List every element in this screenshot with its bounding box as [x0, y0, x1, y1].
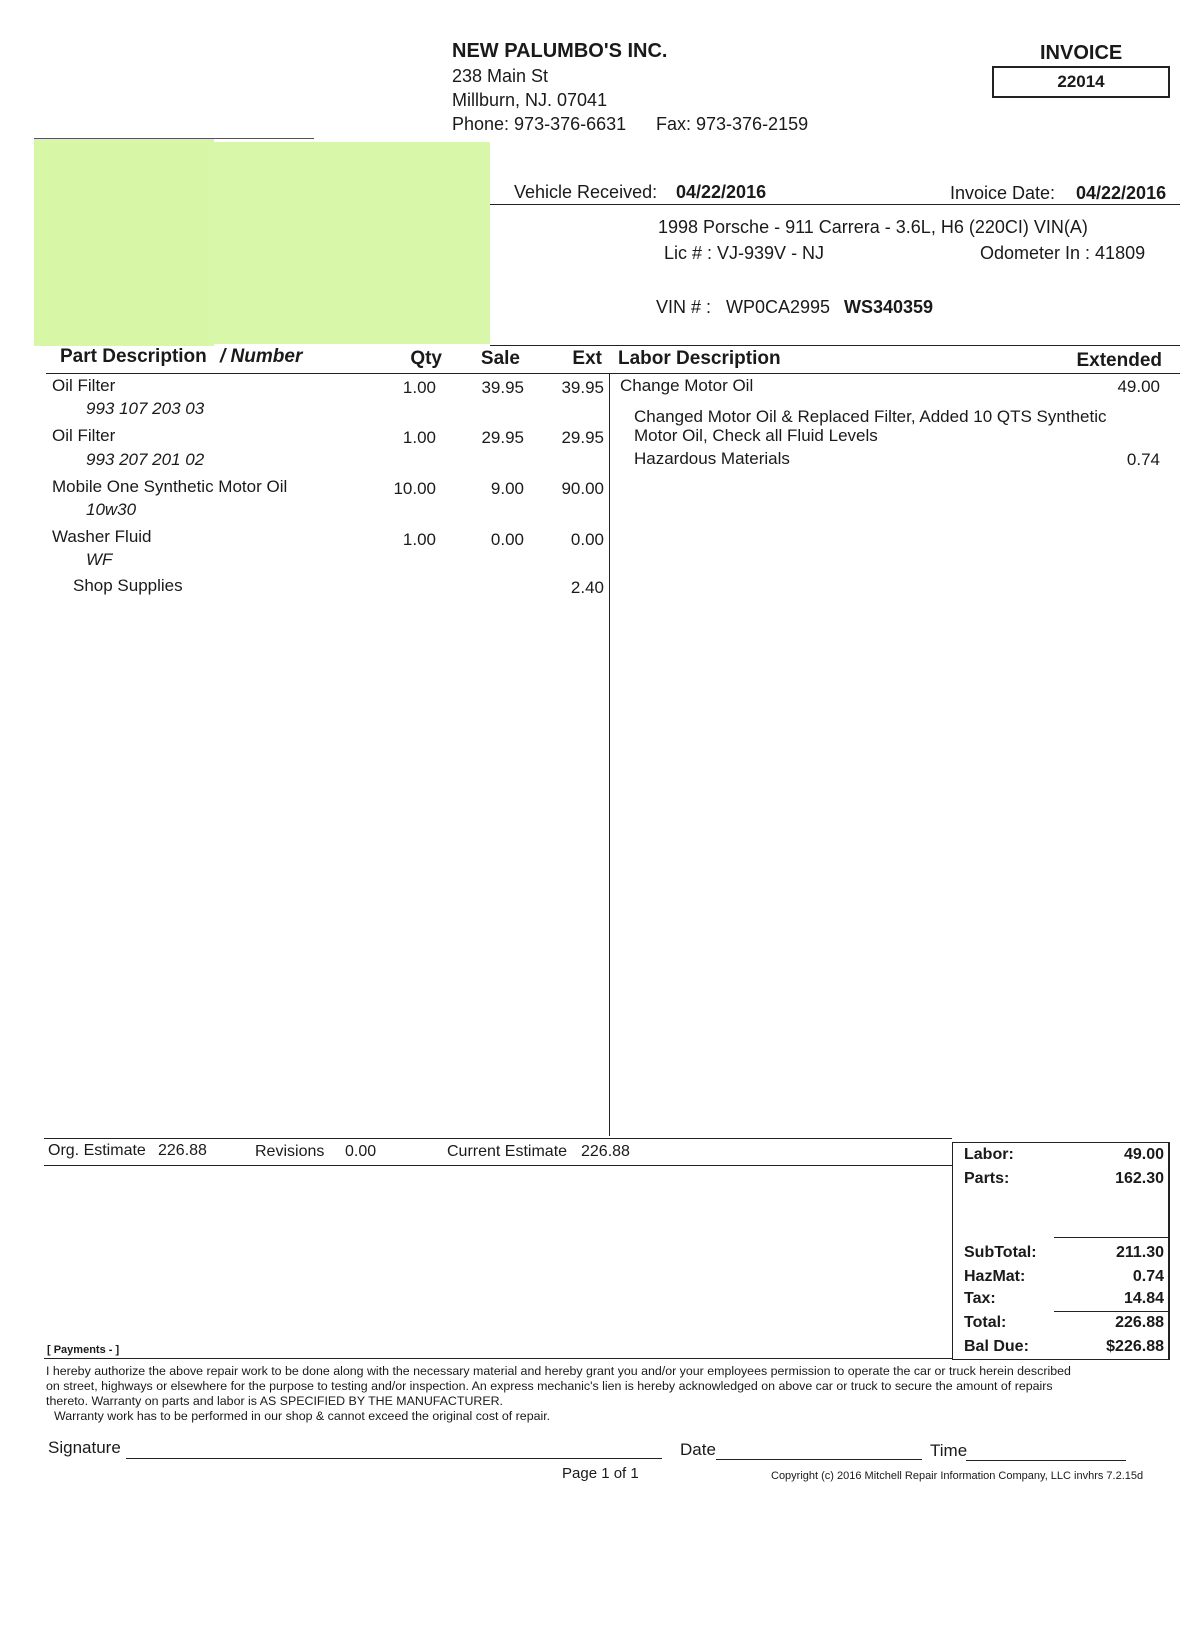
estimates-bottom-border [44, 1165, 952, 1166]
vehicle-description: 1998 Porsche - 911 Carrera - 3.6L, H6 (220CI) VIN(A) [658, 217, 1088, 237]
part-qty: 10.00 [393, 479, 436, 498]
totals-subtotal-label: SubTotal: [964, 1244, 1037, 1261]
authorization-line: thereto. Warranty on parts and labor is AS SPECIFIED BY THE MANUFACTURER. [46, 1394, 503, 1408]
subtotal-divider [1054, 1237, 1170, 1238]
labor-description-header: Labor Description [618, 348, 781, 369]
part-number: 993 107 203 03 [86, 399, 205, 418]
invoice-number: 22014 [992, 66, 1170, 98]
labor-amount: 49.00 [1117, 377, 1160, 396]
part-number: WF [86, 550, 113, 569]
shop-phone: Phone: 973-376-6631 [452, 114, 627, 134]
part-ext: 39.95 [561, 378, 604, 397]
totals-tax-value: 14.84 [1123, 1290, 1164, 1307]
date-row-divider [490, 204, 1180, 205]
org-estimate-label: Org. Estimate [48, 1142, 146, 1159]
total-divider [1054, 1311, 1170, 1312]
ext-header: Ext [572, 348, 602, 369]
revisions-value: 0.00 [345, 1143, 377, 1160]
part-number-header: / Number [220, 346, 303, 367]
signature-line[interactable] [126, 1458, 662, 1459]
current-estimate-value: 226.88 [581, 1143, 630, 1160]
copyright: Copyright (c) 2016 Mitchell Repair Information Company, LLC invhrs 7.2.15d [771, 1470, 1144, 1482]
authorization-text [46, 1364, 1170, 1424]
date-line[interactable] [716, 1459, 922, 1460]
labor-note-line2: Motor Oil, Check all Fluid Levels [634, 426, 878, 445]
shop-fax: Fax: 973-376-2159 [656, 114, 809, 134]
part-sale: 9.00 [490, 479, 524, 498]
totals-hazmat-value: 0.74 [1132, 1268, 1164, 1285]
odometer-in: Odometer In : 41809 [980, 243, 1146, 263]
part-qty: 1.00 [402, 378, 436, 397]
totals-parts-label: Parts: [964, 1170, 1010, 1187]
part-qty: 1.00 [402, 428, 436, 447]
totals-baldue-value: $226.88 [1106, 1338, 1164, 1355]
vehicle-received-date: 04/22/2016 [676, 182, 767, 202]
part-qty: 1.00 [402, 530, 436, 549]
authorization-line: Warranty work has to be performed in our shop & cannot exceed the original cost of repair. [54, 1409, 551, 1423]
totals-total-label: Total: [964, 1314, 1007, 1331]
part-name: Mobile One Synthetic Motor Oil [52, 477, 288, 496]
payments-label: [ Payments - ] [47, 1344, 120, 1356]
shop-name: NEW PALUMBO'S INC. [452, 40, 668, 62]
redaction-sticky-note [208, 142, 490, 344]
invoice-label: INVOICE [1040, 42, 1123, 64]
estimates-top-border [44, 1138, 952, 1139]
hazmat-label: Hazardous Materials [634, 449, 790, 468]
sale-header: Sale [480, 348, 520, 369]
part-number: 10w30 [86, 500, 137, 519]
part-number: 993 207 201 02 [86, 450, 205, 469]
note-edge [34, 138, 314, 139]
part-ext: 29.95 [561, 428, 604, 447]
license-number: Lic # : VJ-939V - NJ [664, 243, 825, 263]
authorization-line: on street, highways or elsewhere for the purpose to testing and/or inspection. An express mechanic's lien is hereby acknowledged on above car or truck to secure the amount of repairs [46, 1379, 1053, 1393]
part-name: Oil Filter [52, 376, 116, 395]
part-description-header: Part Description [60, 346, 207, 367]
totals-labor-value: 49.00 [1123, 1146, 1164, 1163]
signature-label: Signature [48, 1438, 121, 1457]
authorization-line: I hereby authorize the above repair work to be done along with the necessary material and hereby grant you and/or your employees permission to operate the car or truck herein described [46, 1364, 1071, 1378]
invoice-date-label: Invoice Date: [950, 183, 1056, 203]
vin-label: VIN # : [656, 297, 712, 317]
org-estimate-value: 226.88 [158, 1142, 207, 1159]
part-ext: 90.00 [561, 479, 604, 498]
labor-note-line1: Changed Motor Oil & Replaced Filter, Added 10 QTS Synthetic [634, 407, 1107, 426]
labor-title: Change Motor Oil [620, 376, 754, 395]
parts-labor-divider [609, 374, 610, 1136]
revisions-label: Revisions [255, 1143, 325, 1160]
shop-city: Millburn, NJ. 07041 [452, 90, 608, 110]
totals-total-value: 226.88 [1115, 1314, 1164, 1331]
payments-divider [44, 1358, 952, 1359]
table-header-divider [46, 373, 1180, 374]
totals-labor-label: Labor: [964, 1146, 1014, 1163]
time-label: Time [930, 1441, 968, 1460]
part-ext: 0.00 [570, 530, 604, 549]
date-label: Date [680, 1440, 716, 1459]
totals-baldue-label: Bal Due: [964, 1338, 1029, 1355]
totals-parts-value: 162.30 [1115, 1170, 1164, 1187]
totals-subtotal-value: 211.30 [1115, 1244, 1164, 1261]
shop-address: 238 Main St [452, 66, 549, 86]
vin-suffix: WS340359 [844, 297, 934, 317]
part-name: Washer Fluid [52, 527, 152, 546]
qty-header: Qty [410, 348, 442, 369]
redaction-sticky-note [34, 138, 214, 346]
part-sale: 29.95 [481, 428, 524, 447]
page-number: Page 1 of 1 [562, 1465, 639, 1482]
extended-header: Extended [1076, 350, 1162, 371]
shop-supplies-label: Shop Supplies [73, 576, 183, 595]
totals-hazmat-label: HazMat: [964, 1268, 1026, 1285]
shop-supplies-ext: 2.40 [570, 578, 604, 597]
totals-tax-label: Tax: [964, 1290, 996, 1307]
vin-prefix: WP0CA2995 [726, 297, 831, 317]
part-sale: 0.00 [490, 530, 524, 549]
current-estimate-label: Current Estimate [447, 1143, 568, 1160]
time-line[interactable] [966, 1460, 1126, 1461]
vehicle-received-label: Vehicle Received: [514, 182, 658, 202]
hazmat-amount: 0.74 [1126, 450, 1160, 469]
part-sale: 39.95 [481, 378, 524, 397]
table-top-border [490, 345, 1180, 346]
invoice-date: 04/22/2016 [1076, 183, 1167, 203]
part-name: Oil Filter [52, 426, 116, 445]
